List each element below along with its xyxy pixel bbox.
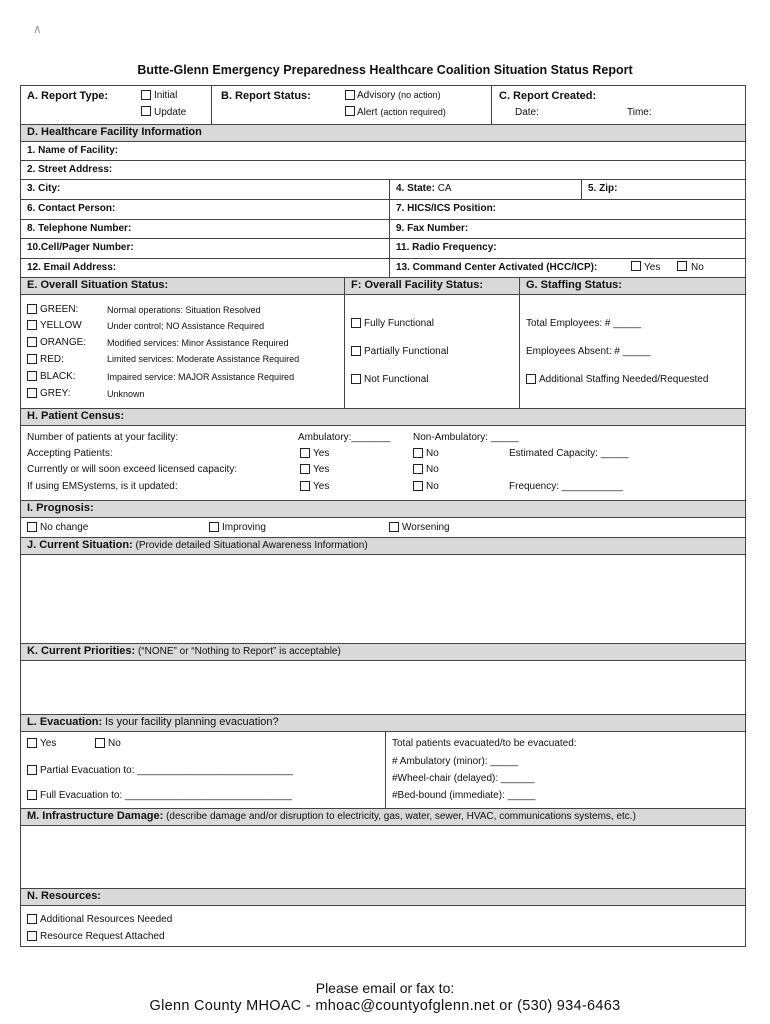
exceed-yes-checkbox[interactable] [300, 464, 310, 474]
total-employees-field[interactable]: Total Employees: # _____ [526, 318, 642, 329]
current-situation-textarea[interactable] [21, 555, 745, 643]
evacuation-yes-label: Yes [40, 738, 57, 749]
current-priorities-textarea[interactable] [21, 661, 745, 714]
partial-evacuation-checkbox[interactable] [27, 765, 37, 775]
alert-label: Alert (action required) [357, 107, 446, 118]
zip-field[interactable]: 5. Zip: [588, 183, 618, 194]
non-ambulatory-field[interactable]: Non-Ambulatory: _____ [413, 432, 519, 443]
orange-desc: Modified services: Minor Assistance Required [107, 338, 289, 348]
partially-functional-label: Partially Functional [364, 346, 449, 357]
section-f-header: F: Overall Facility Status: [351, 279, 484, 291]
corner-mark: ∧ [33, 22, 42, 36]
green-desc: Normal operations: Situation Resolved [107, 305, 261, 315]
command-no-checkbox[interactable] [677, 261, 687, 271]
state-field[interactable]: 4. State: CA [396, 183, 452, 194]
command-yes-label: Yes [644, 262, 661, 273]
yellow-code: YELLOW [40, 320, 82, 331]
emsystems-no-checkbox[interactable] [413, 481, 423, 491]
frequency-field[interactable]: Frequency: ___________ [509, 481, 623, 492]
email-field[interactable]: 12. Email Address: [27, 262, 117, 273]
section-h-header-bar [21, 408, 745, 425]
command-no-label: No [691, 262, 704, 273]
accepting-no-checkbox[interactable] [413, 448, 423, 458]
accepting-no-label: No [426, 448, 439, 459]
orange-checkbox[interactable] [27, 337, 37, 347]
resource-request-label: Resource Request Attached [40, 931, 165, 942]
patients-number-label: Number of patients at your facility: [27, 432, 179, 443]
wheelchair-evac-field[interactable]: #Wheel-chair (delayed): ______ [392, 773, 535, 784]
red-checkbox[interactable] [27, 354, 37, 364]
full-evacuation-checkbox[interactable] [27, 790, 37, 800]
alert-checkbox[interactable] [345, 106, 355, 116]
section-i-header-bar [21, 500, 745, 517]
additional-staffing-checkbox[interactable] [526, 374, 536, 384]
emsystems-yes-label: Yes [313, 481, 330, 492]
black-code: BLACK: [40, 371, 76, 382]
accepting-patients-label: Accepting Patients: [27, 448, 113, 459]
page-title: Butte-Glenn Emergency Preparedness Healthcare Coalition Situation Status Report [137, 63, 633, 77]
red-desc: Limited services: Moderate Assistance Required [107, 354, 300, 364]
black-checkbox[interactable] [27, 371, 37, 381]
partially-functional-checkbox[interactable] [351, 346, 361, 356]
red-code: RED: [40, 354, 64, 365]
additional-resources-checkbox[interactable] [27, 914, 37, 924]
no-change-checkbox[interactable] [27, 522, 37, 532]
improving-checkbox[interactable] [209, 522, 219, 532]
initial-checkbox[interactable] [141, 90, 151, 100]
command-center-label: 13. Command Center Activated (HCC/ICP): [396, 262, 598, 273]
advisory-label: Advisory (no action) [357, 90, 441, 101]
report-type-label: A. Report Type: [27, 90, 109, 102]
report-created-label: C. Report Created: [499, 90, 597, 102]
bedbound-evac-field[interactable]: #Bed-bound (immediate): _____ [392, 790, 536, 801]
green-checkbox[interactable] [27, 304, 37, 314]
section-n-header-bar [21, 888, 745, 905]
emsystems-yes-checkbox[interactable] [300, 481, 310, 491]
grey-desc: Unknown [107, 389, 145, 399]
orange-code: ORANGE: [40, 337, 87, 348]
status-report-form [20, 85, 746, 947]
yellow-desc: Under control; NO Assistance Required [107, 321, 265, 331]
facility-name-field[interactable]: 1. Name of Facility: [27, 145, 119, 156]
fax-field[interactable]: 9. Fax Number: [396, 223, 469, 234]
emsystems-no-label: No [426, 481, 439, 492]
section-g-header: G. Staffing Status: [526, 279, 622, 291]
telephone-field[interactable]: 8. Telephone Number: [27, 223, 132, 234]
worsening-label: Worsening [402, 522, 450, 533]
initial-label: Initial [154, 90, 178, 101]
partial-evacuation-field[interactable]: Partial Evacuation to: ____________________________ [40, 765, 293, 776]
command-yes-checkbox[interactable] [631, 261, 641, 271]
total-evacuated-label: Total patients evacuated/to be evacuated: [392, 738, 577, 749]
update-label: Update [154, 107, 187, 118]
evacuation-yes-checkbox[interactable] [27, 738, 37, 748]
update-checkbox[interactable] [141, 106, 151, 116]
employees-absent-field[interactable]: Employees Absent: # _____ [526, 346, 651, 357]
not-functional-checkbox[interactable] [351, 374, 361, 384]
city-field[interactable]: 3. City: [27, 183, 61, 194]
street-address-field[interactable]: 2. Street Address: [27, 164, 113, 175]
worsening-checkbox[interactable] [389, 522, 399, 532]
green-code: GREEN: [40, 304, 79, 315]
fully-functional-label: Fully Functional [364, 318, 435, 329]
accepting-yes-checkbox[interactable] [300, 448, 310, 458]
cell-pager-field[interactable]: 10.Cell/Pager Number: [27, 242, 134, 253]
exceed-no-checkbox[interactable] [413, 464, 423, 474]
black-desc: Impaired service: MAJOR Assistance Required [107, 372, 295, 382]
section-e-header: E. Overall Situation Status: [27, 279, 169, 291]
section-h-header: H. Patient Census: [27, 410, 125, 422]
ambulatory-evac-field[interactable]: # Ambulatory (minor): _____ [392, 756, 519, 767]
resource-request-checkbox[interactable] [27, 931, 37, 941]
ambulatory-field[interactable]: Ambulatory:_______ [298, 432, 391, 443]
section-l-header: L. Evacuation: Is your facility planning evacuation? [27, 716, 279, 728]
footer-instruction: Please email or fax to: [315, 980, 455, 996]
evacuation-no-checkbox[interactable] [95, 738, 105, 748]
report-status-label: B. Report Status: [221, 90, 311, 102]
additional-staffing-label: Additional Staffing Needed/Requested [539, 374, 709, 385]
hics-position-field[interactable]: 7. HICS/ICS Position: [396, 203, 497, 214]
no-change-label: No change [40, 522, 89, 533]
infrastructure-damage-textarea[interactable] [21, 826, 745, 888]
fully-functional-checkbox[interactable] [351, 318, 361, 328]
section-j-header: J. Current Situation: (Provide detailed Situational Awareness Information) [27, 539, 368, 551]
estimated-capacity-field[interactable]: Estimated Capacity: _____ [509, 448, 629, 459]
section-i-header: I. Prognosis: [27, 502, 94, 514]
grey-code: GREY: [40, 388, 71, 399]
full-evacuation-field[interactable]: Full Evacuation to: ______________________________ [40, 790, 292, 801]
yellow-checkbox[interactable] [27, 320, 37, 330]
contact-person-field[interactable]: 6. Contact Person: [27, 203, 116, 214]
emsystems-label: If using EMSystems, is it updated: [27, 481, 178, 492]
section-m-header: M. Infrastructure Damage: (describe damage and/or disruption to electricity, gas, water, sewer, HVAC, communications systems, etc.) [27, 810, 636, 822]
exceed-no-label: No [426, 464, 439, 475]
evacuation-no-label: No [108, 738, 121, 749]
grey-checkbox[interactable] [27, 388, 37, 398]
not-functional-label: Not Functional [364, 374, 429, 385]
improving-label: Improving [222, 522, 266, 533]
footer-contact: Glenn County MHOAC - mhoac@countyofglenn.net or (530) 934-6463 [149, 998, 621, 1014]
exceed-yes-label: Yes [313, 464, 330, 475]
radio-frequency-field[interactable]: 11. Radio Frequency: [396, 242, 497, 253]
time-label: Time: [627, 107, 652, 118]
section-d-header: D. Healthcare Facility Information [27, 126, 202, 138]
additional-resources-label: Additional Resources Needed [40, 914, 173, 925]
section-n-header: N. Resources: [27, 890, 101, 902]
accepting-yes-label: Yes [313, 448, 330, 459]
advisory-checkbox[interactable] [345, 90, 355, 100]
exceed-capacity-label: Currently or will soon exceed licensed capacity: [27, 464, 238, 475]
section-k-header: K. Current Priorities: (“NONE” or “Nothing to Report” is acceptable) [27, 645, 341, 657]
date-label: Date: [515, 107, 539, 118]
